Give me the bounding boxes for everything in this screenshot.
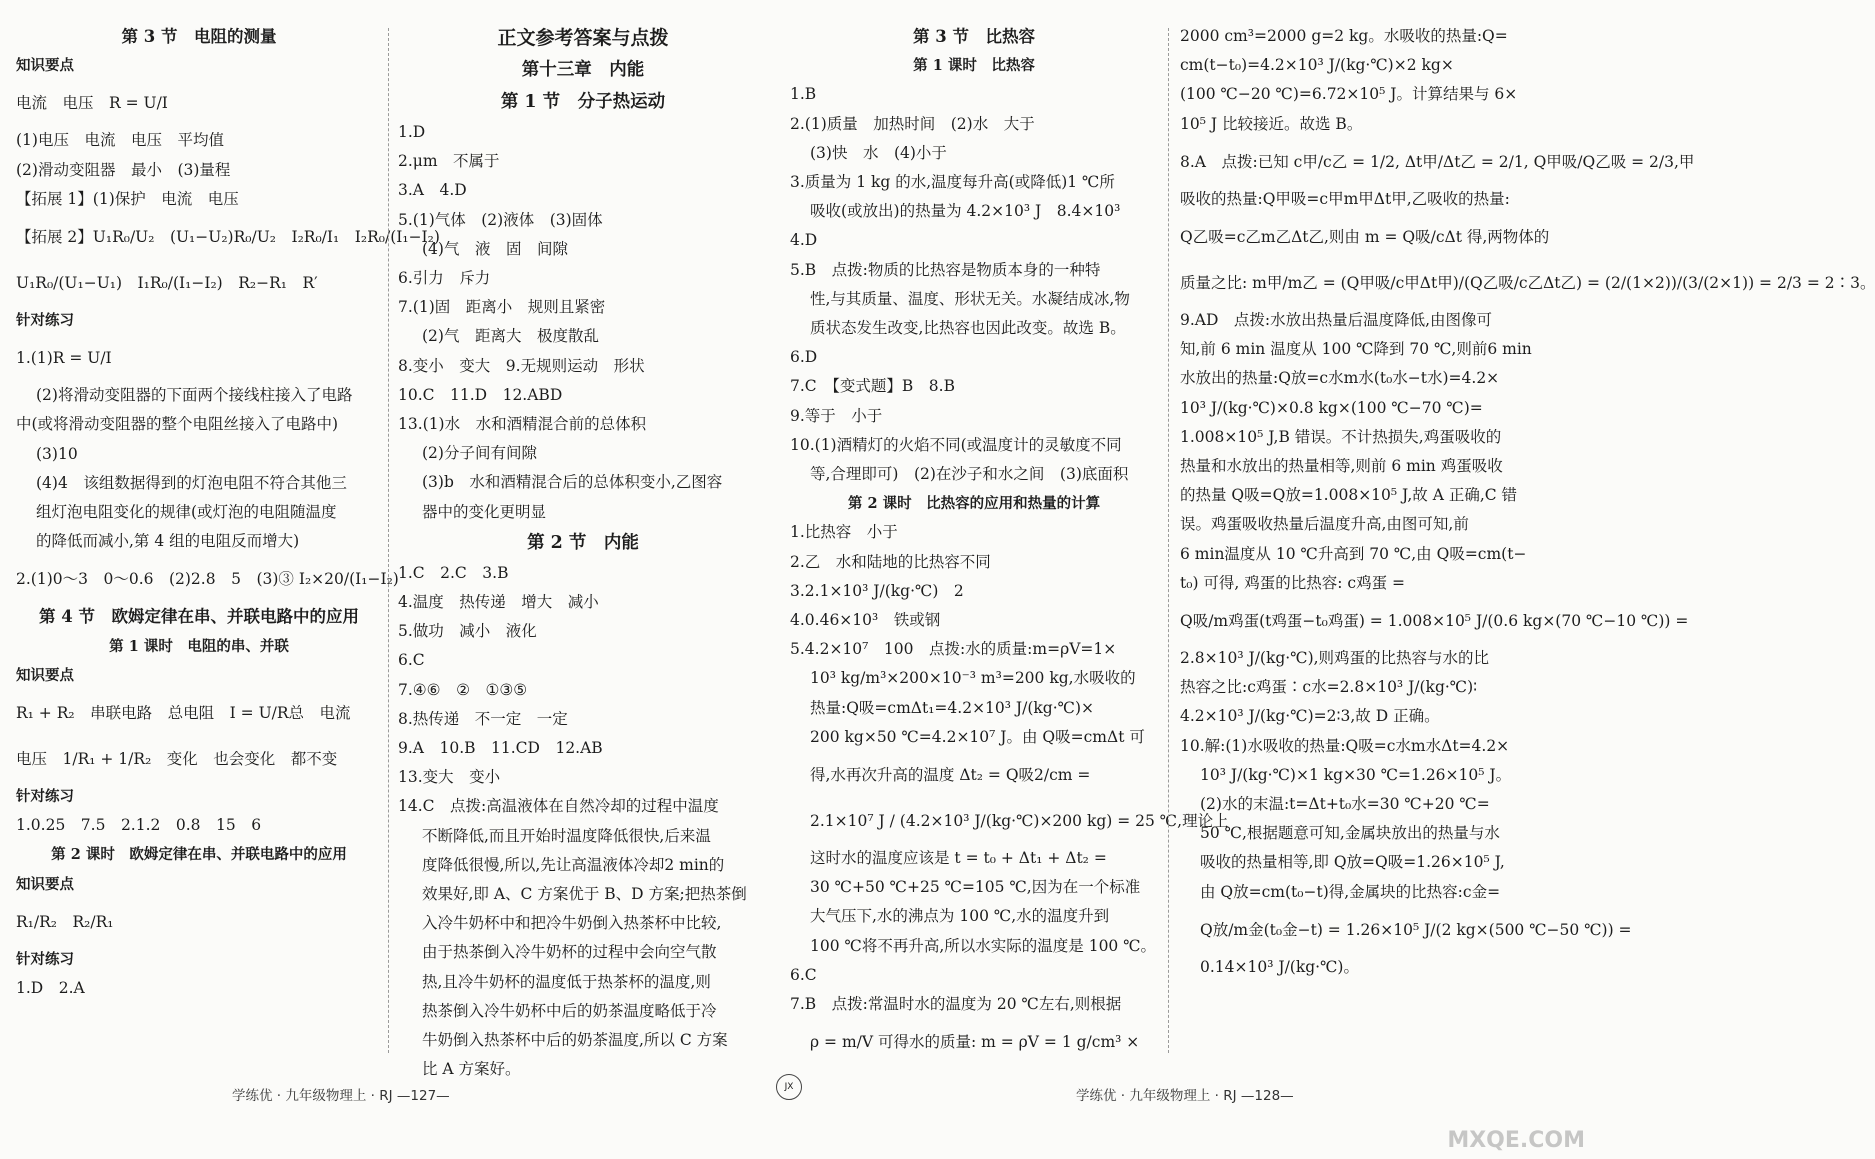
text-line: 热茶倒入冷牛奶杯中后的奶茶温度略低于冷	[422, 1001, 717, 1020]
text-line: 10³ J/(kg·℃)×0.8 kg×(100 ℃−70 ℃)=	[1180, 398, 1483, 417]
column-4	[1180, 22, 1875, 1062]
subsection-label: 针对练习	[16, 788, 74, 806]
text-line: (2)水的末温:t=Δt+t₀水=30 ℃+20 ℃=	[1200, 795, 1490, 814]
text-line: 5.4.2×10⁷ 100 点拨:水的质量:m=ρV=1×	[790, 640, 1117, 659]
text-line: (3)b 水和酒精混合后的总体积变小,乙图容	[422, 473, 723, 492]
section-heading: 第 1 课时 电阻的串、并联	[109, 637, 289, 655]
text-line: 2.μm 不属于	[398, 152, 500, 171]
text-line: 1.C 2.C 3.B	[398, 563, 509, 582]
text-line: 吸收的热量:Q甲吸=c甲m甲Δt甲,乙吸收的热量:	[1180, 189, 1510, 208]
text-line: 1.D 2.A	[16, 979, 85, 998]
text-line: 5.做功 减小 液化	[398, 622, 537, 641]
subsection-label: 针对练习	[16, 950, 74, 968]
text-line: 100 ℃将不再升高,所以水实际的温度是 100 ℃。	[810, 936, 1157, 955]
section-heading: 第 2 课时 欧姆定律在串、并联电路中的应用	[51, 846, 347, 864]
text-line: 3.A 4.D	[398, 181, 467, 200]
text-line: Q吸/m鸡蛋(t鸡蛋−t₀鸡蛋) = 1.008×10⁵ J/(0.6 kg×(70 ℃−10 ℃)) =	[1180, 612, 1689, 631]
text-line: 1.0.25 7.5 2.1.2 0.8 15 6	[16, 816, 262, 835]
text-line: (2)气 距离大 极度散乱	[422, 327, 599, 346]
text-line: (4)气 液 固 间隙	[422, 239, 568, 258]
text-line: 吸收的热量相等,即 Q放=Q吸=1.26×10⁵ J,	[1200, 853, 1505, 872]
text-line: 4.D	[790, 231, 818, 250]
text-line: 由 Q放=cm(t₀−t)得,金属块的比热容:c金=	[1200, 882, 1501, 901]
center-logo-mark: JX	[776, 1074, 802, 1100]
text-line: 效果好,即 A、C 方案优于 B、D 方案;把热茶倒	[422, 885, 747, 904]
text-line: 13.变大 变小	[398, 768, 501, 787]
text-line: 200 kg×50 ℃=4.2×10⁷ J。由 Q吸=cmΔt 可	[810, 727, 1145, 746]
text-line: (3)10	[36, 444, 78, 463]
text-line: 5.(1)气体 (2)液体 (3)固体	[398, 210, 603, 229]
text-line: 不断降低,而且开始时温度降低很快,后来温	[422, 826, 711, 845]
text-line: (100 ℃−20 ℃)=6.72×10⁵ J。计算结果与 6×	[1180, 85, 1518, 104]
text-line: 牛奶倒入热茶杯中后的奶茶温度,所以 C 方案	[422, 1031, 728, 1050]
text-line: 3.质量为 1 kg 的水,温度每升高(或降低)1 ℃所	[790, 173, 1115, 192]
section-heading: 第 1 课时 比热容	[913, 57, 1035, 75]
text-line: 1.(1)R = U/I	[16, 349, 112, 368]
column-3	[790, 22, 1229, 1062]
text-line: 10.解:(1)水吸收的热量:Q吸=c水m水Δt=4.2×	[1180, 736, 1510, 755]
text-line: 误。鸡蛋吸收热量后温度升高,由图可知,前	[1180, 515, 1469, 534]
text-line: R₁/R₂ R₂/R₁	[16, 912, 114, 931]
text-line: R₁ + R₂ 串联电路 总电阻 I = U/R总 电流	[16, 704, 351, 723]
text-line: 14.C 点拨:高温液体在自然冷却的过程中温度	[398, 797, 719, 816]
text-line: 电压 1/R₁ + 1/R₂ 变化 也会变化 都不变	[16, 750, 338, 769]
section-heading: 第 2 节 内能	[527, 532, 639, 553]
subsection-label: 针对练习	[16, 312, 74, 330]
text-line: 10³ J/(kg·℃)×1 kg×30 ℃=1.26×10⁵ J。	[1200, 765, 1512, 784]
watermark-text: MXQE.COM	[1447, 1128, 1585, 1153]
subsection-label: 知识要点	[16, 57, 74, 75]
text-line: 【拓展 1】(1)保护 电流 电压	[16, 189, 239, 208]
text-line: (4)4 该组数据得到的灯泡电阻不符合其他三	[36, 473, 347, 492]
text-line: 8.变小 变大 9.无规则运动 形状	[398, 356, 645, 375]
text-line: 4.温度 热传递 增大 减小	[398, 593, 599, 612]
text-line: 入冷牛奶杯中和把冷牛奶倒入热茶杯中比较,	[422, 914, 722, 933]
text-line: 2000 cm³=2000 g=2 kg。水吸收的热量:Q=	[1180, 27, 1508, 45]
text-line: 10.C 11.D 12.ABD	[398, 385, 563, 404]
text-line: 【拓展 2】U₁R₀/U₂ (U₁−U₂)R₀/U₂ I₂R₀/I₁ I₂R₀/(I₁−I₂)	[16, 228, 440, 247]
text-line: 0.14×10³ J/(kg·℃)。	[1200, 957, 1359, 976]
text-line: ρ = m/V 可得水的质量: m = ρV = 1 g/cm³ ×	[810, 1033, 1140, 1052]
text-line: 的热量 Q吸=Q放=1.008×10⁵ J,故 A 正确,C 错	[1180, 486, 1518, 505]
text-line: 1.比热容 小于	[790, 523, 898, 542]
text-line: t₀) 可得, 鸡蛋的比热容: c鸡蛋 =	[1180, 573, 1406, 592]
text-line: 质量之比: m甲/m乙 = (Q甲吸/c甲Δt甲)/(Q乙吸/c乙Δt乙) = (2/(1×2))/(3/(2×1)) = 2/3 = 2∶3。	[1180, 274, 1875, 293]
section-heading: 正文参考答案与点拨	[497, 27, 669, 49]
page-footer-right: 学练优 · 九年级物理上 · RJ —128—	[1076, 1088, 1294, 1104]
column-2	[398, 22, 768, 1079]
text-line: 电流 电压 R = U/I	[16, 94, 168, 113]
column-divider	[1168, 28, 1169, 1053]
text-line: 热容之比:c鸡蛋∶c水=2.8×10³ J/(kg·℃)∶	[1180, 678, 1478, 697]
text-line: 2.(1)0～3 0～0.6 (2)2.8 5 (3)③ I₂×20/(I₁−I₂)	[16, 570, 399, 589]
text-line: (2)滑动变阻器 最小 (3)量程	[16, 160, 231, 179]
text-line: 1.008×10⁵ J,B 错误。不计热损失,鸡蛋吸收的	[1180, 427, 1502, 446]
text-line: 质状态发生改变,比热容也因此改变。故选 B。	[810, 319, 1126, 338]
text-line: 1.B	[790, 85, 817, 104]
section-heading: 第十三章 内能	[521, 60, 645, 80]
text-line: 吸收(或放出)的热量为 4.2×10³ J 8.4×10³	[810, 202, 1121, 221]
text-line: 6.D	[790, 348, 818, 367]
text-line: 比 A 方案好。	[422, 1060, 521, 1079]
text-line: 得,水再次升高的温度 Δt₂ = Q吸2/cm =	[810, 766, 1091, 785]
text-line: 3.2.1×10³ J/(kg·℃) 2	[790, 581, 964, 600]
text-line: 6 min温度从 10 ℃升高到 70 ℃,由 Q吸=cm(t−	[1180, 544, 1527, 563]
text-line: 器中的变化更明显	[422, 502, 547, 521]
text-line: 等,合理即可) (2)在沙子和水之间 (3)底面积	[810, 465, 1129, 484]
text-line: 2.8×10³ J/(kg·℃),则鸡蛋的比热容与水的比	[1180, 649, 1490, 668]
text-line: 6.引力 斥力	[398, 269, 491, 288]
text-line: 2.1×10⁷ J / (4.2×10³ J/(kg·℃)×200 kg) = 25 ℃,理论上	[810, 812, 1229, 831]
text-line: (2)将滑动变阻器的下面两个接线柱接入了电路	[36, 386, 353, 405]
text-line: 6.C	[790, 965, 817, 984]
text-line: 热量:Q吸=cmΔt₁=4.2×10³ J/(kg·℃)×	[810, 698, 1095, 717]
watermark-logo	[1417, 1089, 1592, 1153]
text-line: 水放出的热量:Q放=c水m水(t₀水−t水)=4.2×	[1180, 369, 1500, 388]
text-line: 50 ℃,根据题意可知,金属块放出的热量与水	[1200, 824, 1500, 843]
text-line: 6.C	[398, 651, 425, 670]
text-line: (3)快 水 (4)小于	[810, 143, 947, 162]
text-line: 知,前 6 min 温度从 100 ℃降到 70 ℃,则前6 min	[1180, 340, 1532, 359]
text-line: 由于热茶倒入冷牛奶杯的过程中会向空气散	[422, 943, 717, 962]
text-line: 度降低很慢,所以,先让高温液体冷却2 min的	[422, 855, 725, 874]
text-line: 7.C 【变式题】B 8.B	[790, 377, 955, 396]
section-heading: 第 2 课时 比热容的应用和热量的计算	[847, 495, 1101, 513]
subsection-label: 知识要点	[16, 666, 74, 684]
text-line: cm(t−t₀)=4.2×10³ J/(kg·℃)×2 kg×	[1180, 56, 1454, 75]
text-line: 热,且冷牛奶杯的温度低于热茶杯的温度,则	[422, 972, 711, 991]
text-line: 8.A 点拨:已知 c甲/c乙 = 1/2, Δt甲/Δt乙 = 2/1, Q甲吸/Q乙吸 = 2/3,甲	[1180, 152, 1695, 171]
subsection-label: 知识要点	[16, 875, 74, 893]
text-line: 4.0.46×10³ 铁或钢	[790, 611, 941, 630]
text-line: 2.(1)质量 加热时间 (2)水 大于	[790, 114, 1035, 133]
text-line: 5.B 点拨:物质的比热容是物质本身的一种特	[790, 260, 1101, 279]
text-line: 9.AD 点拨:水放出热量后温度降低,由图像可	[1180, 311, 1493, 330]
text-line: 10³ kg/m³×200×10⁻³ m³=200 kg,水吸收的	[810, 669, 1136, 688]
text-line: 组灯泡电阻变化的规律(或灯泡的电阻随温度	[36, 503, 337, 522]
text-line: (2)分子间有间隙	[422, 444, 537, 463]
text-line: 2.乙 水和陆地的比热容不同	[790, 552, 991, 571]
text-line: 9.A 10.B 11.CD 12.AB	[398, 739, 603, 758]
text-line: 1.D	[398, 123, 426, 141]
text-line: 4.2×10³ J/(kg·℃)=2∶3,故 D 正确。	[1180, 707, 1440, 726]
text-line: 中(或将滑动变阻器的整个电阻丝接入了电路中)	[16, 415, 339, 434]
text-line: 的降低而减小,第 4 组的电阻反而增大)	[36, 532, 300, 551]
text-line: 8.热传递 不一定 一定	[398, 709, 568, 728]
section-heading: 第 3 节 电阻的测量	[121, 27, 277, 46]
text-line: 大气压下,水的沸点为 100 ℃,水的温度升到	[810, 907, 1110, 926]
text-line: 10⁵ J 比较接近。故选 B。	[1180, 114, 1363, 133]
text-line: 热量和水放出的热量相等,则前 6 min 鸡蛋吸收	[1180, 457, 1503, 476]
column-divider	[388, 28, 389, 1053]
text-line: 30 ℃+50 ℃+25 ℃=105 ℃,因为在一个标准	[810, 878, 1141, 897]
text-line: 这时水的温度应该是 t = t₀ + Δt₁ + Δt₂ =	[810, 849, 1107, 868]
section-heading: 第 1 节 分子热运动	[500, 92, 666, 112]
text-line: 10.(1)酒精灯的火焰不同(或温度计的灵敏度不同	[790, 435, 1122, 454]
text-line: 7.B 点拨:常温时水的温度为 20 ℃左右,则根据	[790, 995, 1122, 1014]
section-heading: 第 3 节 比热容	[913, 27, 1035, 46]
text-line: 13.(1)水 水和酒精混合前的总体积	[398, 415, 647, 434]
text-line: 7.④⑥ ② ①③⑤	[398, 680, 528, 699]
text-line: 性,与其质量、温度、形状无关。水凝结成冰,物	[810, 289, 1130, 308]
section-heading: 第 4 节 欧姆定律在串、并联电路中的应用	[39, 607, 359, 627]
text-line: 9.等于 小于	[790, 406, 883, 425]
text-line: Q放/m金(t₀金−t) = 1.26×10⁵ J/(2 kg×(500 ℃−50 ℃)) =	[1200, 920, 1632, 939]
text-line: 7.(1)固 距离小 规则且紧密	[398, 298, 606, 317]
text-line: Q乙吸=c乙m乙Δt乙,则由 m = Q吸/cΔt 得,两物体的	[1180, 228, 1550, 247]
text-line: U₁R₀/(U₁−U₁) I₁R₀/(I₁−I₂) R₂−R₁ R′	[16, 274, 318, 293]
text-line: (1)电压 电流 电压 平均值	[16, 131, 224, 150]
page-footer-left: 学练优 · 九年级物理上 · RJ —127—	[232, 1088, 450, 1104]
